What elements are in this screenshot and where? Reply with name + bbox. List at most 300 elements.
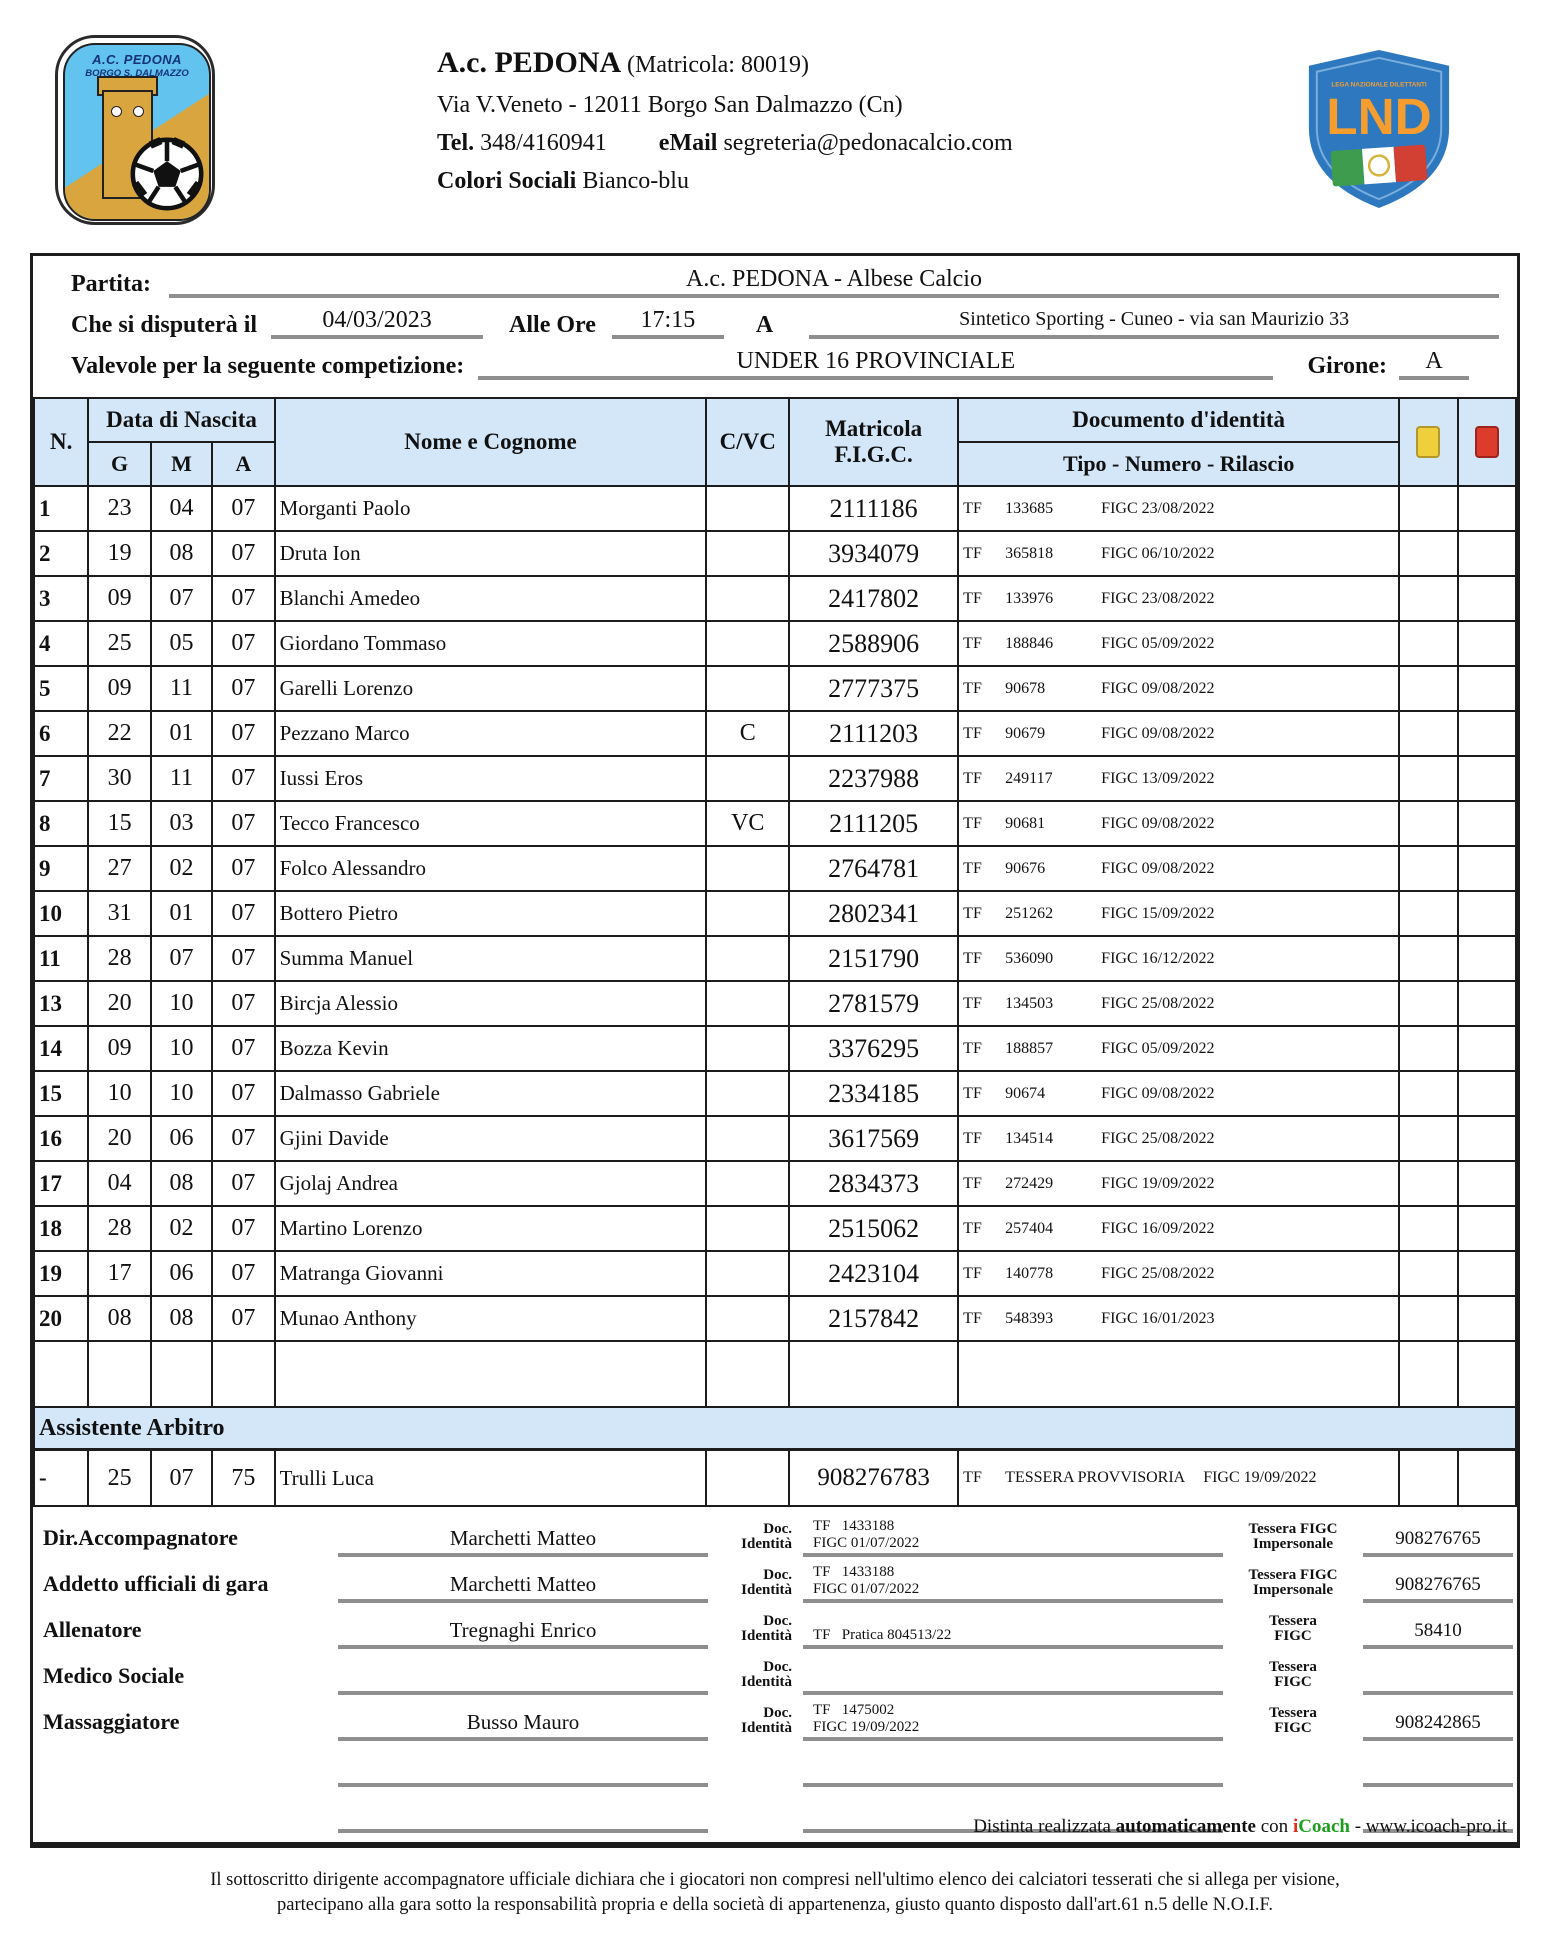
player-doc-numero: 134514 [1005, 1129, 1054, 1147]
assistant-doc-rilascio: FIGC 19/09/2022 [1203, 1469, 1317, 1486]
player-birth-month: 06 [151, 1251, 212, 1296]
staff-name-value: Marchetti Matteo [338, 1572, 708, 1603]
staff-doc-line2: FIGC 01/07/2022 [813, 1580, 920, 1597]
player-number: 7 [34, 756, 88, 801]
player-name: Gjolaj Andrea [275, 1161, 707, 1206]
player-number: 13 [34, 981, 88, 1026]
player-matricola: 3934079 [789, 531, 958, 576]
player-documento [958, 711, 1399, 756]
player-yellow-cell [1399, 666, 1457, 711]
player-number: 10 [34, 891, 88, 936]
player-row [34, 621, 1516, 666]
player-birth-year: 07 [212, 846, 274, 891]
staff-doc-value [803, 1700, 1223, 1741]
player-yellow-cell [1399, 846, 1457, 891]
player-captain-flag [706, 1071, 789, 1116]
player-yellow-cell [1399, 981, 1457, 1026]
player-captain-flag: VC [706, 801, 789, 846]
player-captain-flag [706, 531, 789, 576]
player-birth-year: 07 [212, 756, 274, 801]
player-documento [958, 756, 1399, 801]
player-documento [958, 531, 1399, 576]
player-matricola: 2111186 [789, 486, 958, 531]
player-yellow-cell [1399, 1161, 1457, 1206]
colors-label: Colori Sociali [437, 168, 577, 194]
player-yellow-cell [1399, 891, 1457, 936]
player-birth-month: 05 [151, 621, 212, 666]
doc-label-line2: Identità [741, 1628, 792, 1645]
assistant-yellow-cell [1399, 1450, 1457, 1507]
player-birth-day: 10 [88, 1071, 150, 1116]
tessera-label-line2: FIGC [1274, 1674, 1312, 1691]
player-doc-numero: 90681 [1005, 814, 1046, 832]
player-doc-rilascio: FIGC 05/09/2022 [1101, 634, 1215, 652]
staff-doc-line1: TF 1475002 [813, 1701, 895, 1718]
doc-label-line1: Doc. [763, 1566, 792, 1583]
player-row [34, 531, 1516, 576]
disclaimer-line1: Il sottoscritto dirigente accompagnatore ufficiale dichiara che i giocatori non compresi nell'ultimo elenco dei calciatori tesserati che si allega per visione, [210, 1870, 1340, 1890]
player-doc-tipo: TF [963, 1174, 982, 1192]
player-doc-rilascio: FIGC 23/08/2022 [1101, 589, 1215, 607]
player-captain-flag [706, 1116, 789, 1161]
girone-value: A [1399, 348, 1469, 380]
player-doc-tipo: TF [963, 769, 982, 787]
player-number: 5 [34, 666, 88, 711]
credit-suffix: - www.icoach-pro.it [1349, 1816, 1507, 1837]
player-documento [958, 486, 1399, 531]
player-yellow-cell [1399, 936, 1457, 981]
player-doc-numero: 251262 [1005, 904, 1054, 922]
player-birth-year: 07 [212, 1296, 274, 1341]
player-doc-rilascio: FIGC 25/08/2022 [1101, 994, 1215, 1012]
match-info [33, 256, 1517, 395]
player-birth-day: 27 [88, 846, 150, 891]
staff-role-label: Massaggiatore [43, 1709, 180, 1734]
player-birth-year: 07 [212, 1116, 274, 1161]
doc-identita-label [723, 1614, 798, 1650]
player-yellow-cell [1399, 621, 1457, 666]
staff-doc-value [803, 1562, 1223, 1603]
player-number: 18 [34, 1206, 88, 1251]
col-header-documento: Documento d'identità [958, 398, 1399, 442]
player-number: 4 [34, 621, 88, 666]
player-number: 1 [34, 486, 88, 531]
player-row [34, 846, 1516, 891]
player-doc-tipo: TF [963, 1309, 982, 1327]
player-documento [958, 1251, 1399, 1296]
player-number: 19 [34, 1251, 88, 1296]
email-label: eMail [658, 130, 718, 156]
time-label: Alle Ore [509, 312, 596, 338]
staff-row [43, 1511, 1511, 1557]
doc-label-line1: Doc. [763, 1520, 792, 1537]
assistant-section-bar [34, 1407, 1516, 1450]
player-birth-month: 03 [151, 801, 212, 846]
player-number: 11 [34, 936, 88, 981]
player-birth-month: 01 [151, 891, 212, 936]
player-yellow-cell [1399, 1071, 1457, 1116]
assistant-row [34, 1450, 1516, 1507]
colors-value: Bianco-blu [582, 168, 689, 194]
player-birth-year: 07 [212, 486, 274, 531]
player-birth-day: 28 [88, 1206, 150, 1251]
player-row [34, 1071, 1516, 1116]
staff-role-label: Addetto ufficiali di gara [43, 1571, 269, 1596]
player-name: Blanchi Amedeo [275, 576, 707, 621]
player-birth-month: 07 [151, 936, 212, 981]
disclaimer-line2: partecipano alla gara sotto la responsabilità propria e della società di appartenenza, giusto quanto disposto dall'art.61 n.5 delle N.O.I.F. [277, 1894, 1273, 1915]
player-row [34, 711, 1516, 756]
player-doc-rilascio: FIGC 25/08/2022 [1101, 1264, 1215, 1282]
player-doc-tipo: TF [963, 994, 982, 1012]
staff-role-label [43, 1781, 323, 1787]
player-captain-flag [706, 666, 789, 711]
player-name: Iussi Eros [275, 756, 707, 801]
player-name: Dalmasso Gabriele [275, 1071, 707, 1116]
player-birth-month: 04 [151, 486, 212, 531]
player-birth-year: 07 [212, 981, 274, 1026]
player-red-cell [1458, 1296, 1516, 1341]
icoach-logo-i: i [1292, 1816, 1299, 1837]
staff-role-label: Allenatore [43, 1617, 142, 1642]
player-doc-rilascio: FIGC 09/08/2022 [1101, 1084, 1215, 1102]
player-doc-tipo: TF [963, 949, 982, 967]
tessera-label-line2: FIGC [1274, 1628, 1312, 1645]
player-doc-rilascio: FIGC 25/08/2022 [1101, 1129, 1215, 1147]
player-doc-numero: 90674 [1005, 1084, 1046, 1102]
player-captain-flag: C [706, 711, 789, 756]
col-header-n: N. [34, 398, 88, 486]
email-value: segreteria@pedonacalcio.com [723, 130, 1013, 156]
match-row-partita [71, 266, 1499, 298]
player-matricola: 2417802 [789, 576, 958, 621]
staff-name-value [338, 1664, 708, 1695]
club-info [437, 40, 1137, 199]
player-row [34, 936, 1516, 981]
player-row [34, 891, 1516, 936]
disclaimer [0, 1868, 1550, 1918]
staff-doc-line2: FIGC 01/07/2022 [813, 1534, 920, 1551]
tessera-label-line1: Tessera [1269, 1658, 1317, 1675]
player-birth-year: 07 [212, 576, 274, 621]
player-captain-flag [706, 756, 789, 801]
player-doc-numero: 188846 [1005, 634, 1054, 652]
col-header-dob: Data di Nascita [88, 398, 274, 442]
staff-name-value: Tregnaghi Enrico [338, 1618, 708, 1649]
player-row [34, 1296, 1516, 1341]
player-yellow-cell [1399, 486, 1457, 531]
assistant-red-cell [1458, 1450, 1516, 1507]
girone-label: Girone: [1307, 353, 1387, 379]
player-red-cell [1458, 666, 1516, 711]
player-matricola: 2781579 [789, 981, 958, 1026]
player-doc-tipo: TF [963, 544, 982, 562]
player-matricola: 2111203 [789, 711, 958, 756]
player-captain-flag [706, 1026, 789, 1071]
player-red-cell [1458, 531, 1516, 576]
player-birth-month: 01 [151, 711, 212, 756]
player-name: Pezzano Marco [275, 711, 707, 756]
player-red-cell [1458, 891, 1516, 936]
player-name: Bircja Alessio [275, 981, 707, 1026]
player-number: 16 [34, 1116, 88, 1161]
player-birth-day: 28 [88, 936, 150, 981]
player-doc-tipo: TF [963, 1039, 982, 1057]
doc-identita-label [723, 1568, 798, 1604]
player-row [34, 486, 1516, 531]
badge-club-name: A.C. PEDONA [92, 52, 182, 67]
col-header-g: G [88, 442, 150, 486]
player-doc-numero: 249117 [1005, 769, 1053, 787]
player-doc-rilascio: FIGC 13/09/2022 [1101, 769, 1215, 787]
player-documento [958, 1026, 1399, 1071]
competition-value: UNDER 16 PROVINCIALE [478, 348, 1273, 380]
player-doc-rilascio: FIGC 23/08/2022 [1101, 499, 1215, 517]
staff-doc-line1: TF 1433188 [813, 1517, 895, 1534]
staff-name-value: Busso Mauro [338, 1710, 708, 1741]
match-row-competition [71, 348, 1499, 380]
player-documento [958, 891, 1399, 936]
player-matricola: 3376295 [789, 1026, 958, 1071]
player-doc-tipo: TF [963, 634, 982, 652]
player-doc-rilascio: FIGC 09/08/2022 [1101, 859, 1215, 877]
player-row [34, 801, 1516, 846]
player-red-cell [1458, 936, 1516, 981]
player-number: 9 [34, 846, 88, 891]
player-matricola: 2157842 [789, 1296, 958, 1341]
players-body [34, 486, 1516, 1341]
tessera-label-line2: Impersonale [1253, 1582, 1333, 1599]
staff-tessera-value [1363, 1666, 1513, 1695]
player-documento [958, 1161, 1399, 1206]
empty-cell [34, 1341, 88, 1407]
col-header-doc-sub: Tipo - Numero - Rilascio [958, 442, 1399, 486]
staff-role-label: Dir.Accompagnatore [43, 1525, 238, 1550]
player-birth-day: 09 [88, 666, 150, 711]
player-doc-tipo: TF [963, 679, 982, 697]
player-doc-tipo: TF [963, 859, 982, 877]
col-header-name: Nome e Cognome [275, 398, 707, 486]
tessera-figc-label [1228, 1614, 1358, 1650]
player-doc-rilascio: FIGC 16/01/2023 [1101, 1309, 1215, 1327]
club-colors [437, 163, 1137, 199]
player-birth-year: 07 [212, 1206, 274, 1251]
player-birth-month: 02 [151, 1206, 212, 1251]
player-number: 8 [34, 801, 88, 846]
doc-identita-label [723, 1522, 798, 1558]
player-red-cell [1458, 981, 1516, 1026]
player-captain-flag [706, 846, 789, 891]
player-documento [958, 981, 1399, 1026]
player-yellow-cell [1399, 1251, 1457, 1296]
tessera-figc-label [1228, 1568, 1358, 1604]
player-name: Druta Ion [275, 531, 707, 576]
player-matricola: 2334185 [789, 1071, 958, 1116]
staff-role-label: Medico Sociale [43, 1663, 185, 1688]
player-doc-rilascio: FIGC 16/09/2022 [1101, 1219, 1215, 1237]
doc-label-line1: Doc. [763, 1658, 792, 1675]
player-birth-year: 07 [212, 531, 274, 576]
doc-label-line2: Identità [741, 1582, 792, 1599]
assistant-year: 75 [212, 1450, 274, 1507]
doc-identita-label [723, 1706, 798, 1742]
tessera-label-line1: Tessera FIGC [1248, 1520, 1338, 1537]
staff-name-value [338, 1756, 708, 1787]
venue-value: Sintetico Sporting - Cuneo - via san Maurizio 33 [809, 308, 1499, 339]
player-birth-month: 11 [151, 756, 212, 801]
player-documento [958, 1296, 1399, 1341]
player-doc-rilascio: FIGC 09/08/2022 [1101, 814, 1215, 832]
player-number: 14 [34, 1026, 88, 1071]
player-red-cell [1458, 756, 1516, 801]
player-yellow-cell [1399, 711, 1457, 756]
player-doc-rilascio: FIGC 09/08/2022 [1101, 679, 1215, 697]
player-documento [958, 621, 1399, 666]
player-number: 6 [34, 711, 88, 756]
player-birth-day: 17 [88, 1251, 150, 1296]
player-birth-month: 08 [151, 1161, 212, 1206]
assistant-matricola: 908276783 [789, 1450, 958, 1507]
assistant-n: - [34, 1450, 88, 1507]
player-doc-numero: 536090 [1005, 949, 1054, 967]
player-red-cell [1458, 1026, 1516, 1071]
player-captain-flag [706, 1296, 789, 1341]
player-yellow-cell [1399, 576, 1457, 621]
badge-window [133, 106, 144, 117]
player-matricola: 2151790 [789, 936, 958, 981]
player-doc-tipo: TF [963, 499, 982, 517]
staff-doc-value [803, 1608, 1223, 1649]
player-row [34, 1116, 1516, 1161]
player-red-cell [1458, 486, 1516, 531]
staff-doc-value [803, 1654, 1223, 1695]
player-captain-flag [706, 1161, 789, 1206]
player-name: Munao Anthony [275, 1296, 707, 1341]
player-birth-month: 11 [151, 666, 212, 711]
player-name: Summa Manuel [275, 936, 707, 981]
staff-tessera-value: 58410 [1363, 1620, 1513, 1649]
player-row [34, 576, 1516, 621]
tessera-label-line1: Tessera [1269, 1612, 1317, 1629]
empty-cell [789, 1341, 958, 1407]
staff-tessera-value: 908276765 [1363, 1574, 1513, 1603]
player-doc-numero: 548393 [1005, 1309, 1054, 1327]
doc-identita-label [723, 1783, 798, 1787]
player-number: 3 [34, 576, 88, 621]
player-documento [958, 1206, 1399, 1251]
tessera-figc-label [1228, 1660, 1358, 1696]
lnd-small-text: LEGA NAZIONALE DILETTANTI [1331, 81, 1427, 89]
player-row [34, 1161, 1516, 1206]
player-yellow-cell [1399, 801, 1457, 846]
staff-row [43, 1603, 1511, 1649]
player-red-cell [1458, 621, 1516, 666]
player-name: Tecco Francesco [275, 801, 707, 846]
player-birth-year: 07 [212, 801, 274, 846]
assistant-section-label: Assistente Arbitro [34, 1407, 1516, 1450]
assistant-doc-tipo: TF [963, 1469, 982, 1486]
assistant-name: Trulli Luca [275, 1450, 707, 1507]
staff-name-value: Marchetti Matteo [338, 1526, 708, 1557]
player-birth-day: 31 [88, 891, 150, 936]
player-documento [958, 1116, 1399, 1161]
player-yellow-cell [1399, 1296, 1457, 1341]
player-doc-numero: 257404 [1005, 1219, 1054, 1237]
col-header-matricola [789, 398, 958, 486]
staff-row [43, 1695, 1511, 1741]
staff-row [43, 1649, 1511, 1695]
player-doc-rilascio: FIGC 09/08/2022 [1101, 724, 1215, 742]
tel-label: Tel. [437, 130, 475, 156]
yellow-card-icon [1416, 426, 1440, 458]
player-matricola: 2777375 [789, 666, 958, 711]
player-birth-day: 22 [88, 711, 150, 756]
player-documento [958, 1071, 1399, 1116]
player-doc-numero: 188857 [1005, 1039, 1054, 1057]
player-row [34, 666, 1516, 711]
empty-cell [958, 1341, 1399, 1407]
player-doc-tipo: TF [963, 904, 982, 922]
partita-value: A.c. PEDONA - Albese Calcio [169, 266, 1499, 298]
player-birth-year: 07 [212, 666, 274, 711]
player-name: Bozza Kevin [275, 1026, 707, 1071]
player-doc-rilascio: FIGC 05/09/2022 [1101, 1039, 1215, 1057]
player-name: Bottero Pietro [275, 891, 707, 936]
player-doc-numero: 90676 [1005, 859, 1046, 877]
staff-tessera-value: 908242865 [1363, 1712, 1513, 1741]
tessera-figc-label [1228, 1522, 1358, 1558]
player-doc-numero: 134503 [1005, 994, 1054, 1012]
player-birth-month: 06 [151, 1116, 212, 1161]
player-birth-year: 07 [212, 711, 274, 756]
assistant-month: 07 [151, 1450, 212, 1507]
club-name [437, 40, 1137, 85]
player-doc-rilascio: FIGC 06/10/2022 [1101, 544, 1215, 562]
badge-text [65, 52, 209, 80]
player-birth-day: 09 [88, 1026, 150, 1071]
time-value: 17:15 [612, 307, 724, 339]
doc-label-line1: Doc. [763, 1612, 792, 1629]
player-captain-flag [706, 1206, 789, 1251]
player-red-cell [1458, 1161, 1516, 1206]
empty-cell [212, 1341, 274, 1407]
player-doc-tipo: TF [963, 724, 982, 742]
player-birth-day: 20 [88, 1116, 150, 1161]
player-captain-flag [706, 936, 789, 981]
player-captain-flag [706, 576, 789, 621]
player-matricola: 2588906 [789, 621, 958, 666]
player-red-cell [1458, 846, 1516, 891]
player-doc-tipo: TF [963, 1129, 982, 1147]
player-matricola: 2515062 [789, 1206, 958, 1251]
player-doc-numero: 90678 [1005, 679, 1046, 697]
tessera-figc-label [1228, 1783, 1358, 1787]
player-doc-tipo: TF [963, 589, 982, 607]
player-birth-year: 07 [212, 1161, 274, 1206]
date-value: 04/03/2023 [271, 307, 483, 339]
badge-window [111, 106, 122, 117]
empty-cell [275, 1341, 707, 1407]
doc-identita-label [723, 1829, 798, 1833]
competition-label: Valevole per la seguente competizione: [71, 353, 465, 379]
player-row [34, 1251, 1516, 1296]
club-matricola: (Matricola: 80019) [627, 52, 809, 78]
empty-cell [151, 1341, 212, 1407]
player-doc-numero: 272429 [1005, 1174, 1054, 1192]
player-birth-day: 20 [88, 981, 150, 1026]
lnd-logo [1300, 45, 1458, 218]
col-header-red-card [1458, 398, 1516, 486]
